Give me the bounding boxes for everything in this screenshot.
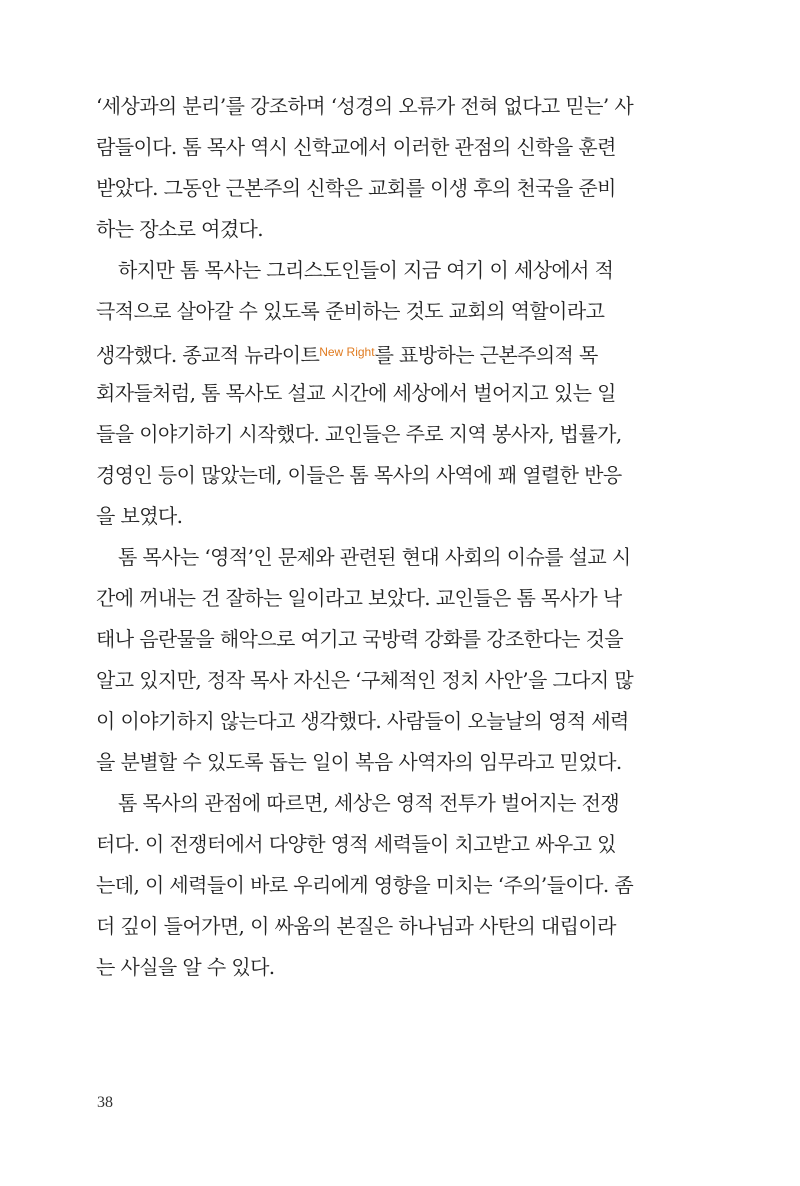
text-line: 경영인 등이 많았는데, 이들은 톰 목사의 사역에 꽤 열렬한 반응 [96,463,622,487]
text-segment: 를 표방하는 근본주의적 목 [374,343,598,367]
text-line: 극적으로 살아갈 수 있도록 준비하는 것도 교회의 역할이라고 [96,299,605,323]
text-line: ‘세상과의 분리’를 강조하며 ‘성경의 오류가 전혀 없다고 믿는’ 사 [96,94,634,118]
text-line: 받았다. 그동안 근본주의 신학은 교회를 이생 후의 천국을 준비 [96,176,616,200]
text-line-with-annotation [96,332,706,373]
text-line: 알고 있지만, 정작 목사 자신은 ‘구체적인 정치 사안’을 그다지 많 [96,668,634,692]
paragraph-start-line: 하지만 톰 목사는 그리스도인들이 지금 여기 이 세상에서 적 [118,258,614,282]
paragraph-start-line: 톰 목사의 관점에 따르면, 세상은 영적 전투가 벌어지는 전쟁 [118,791,620,815]
text-line: 들을 이야기하기 시작했다. 교인들은 주로 지역 봉사자, 법률가, [96,422,622,446]
text-line: 태나 음란물을 해악으로 여기고 국방력 강화를 강조한다는 것을 [96,627,624,651]
text-line: 을 분별할 수 있도록 돕는 일이 복음 사역자의 임무라고 믿었다. [96,750,622,774]
text-line: 하는 장소로 여겼다. [96,217,264,241]
paragraph-start-line: 톰 목사는 ‘영적’인 문제와 관련된 현대 사회의 이슈를 설교 시 [118,545,631,569]
text-line: 는 사실을 알 수 있다. [96,955,275,979]
text-line: 람들이다. 톰 목사 역시 신학교에서 이러한 관점의 신학을 훈련 [96,135,616,159]
text-line: 터다. 이 전쟁터에서 다양한 영적 세력들이 치고받고 싸우고 있 [96,832,616,856]
text-line: 는데, 이 세력들이 바로 우리에게 영향을 미치는 ‘주의’들이다. 좀 [96,873,634,897]
text-line: 간에 꺼내는 건 잘하는 일이라고 보았다. 교인들은 톰 목사가 낙 [96,586,622,610]
text-line: 을 보였다. [96,504,183,528]
text-line: 회자들처럼, 톰 목사도 설교 시간에 세상에서 벌어지고 있는 일 [96,381,616,405]
text-segment: 생각했다. 종교적 뉴라이트 [96,343,320,367]
text-line: 더 깊이 들어가면, 이 싸움의 본질은 하나님과 사탄의 대립이라 [96,914,616,938]
annotation-new-right: New Right [319,345,375,359]
page-body [96,86,706,988]
text-line: 이 이야기하지 않는다고 생각했다. 사람들이 오늘날의 영적 세력 [96,709,629,733]
page-number: 38 [97,1094,113,1111]
